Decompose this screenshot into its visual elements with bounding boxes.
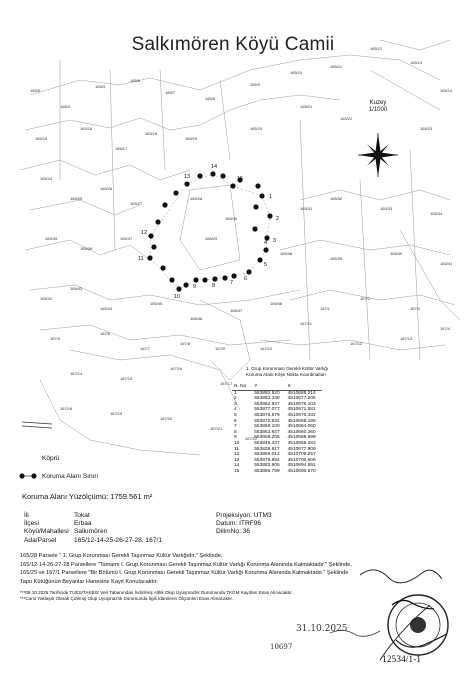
info-ilce-value: Erbaa xyxy=(74,520,92,528)
scale-text: 1/1000 xyxy=(368,107,388,113)
boundary-dot xyxy=(263,247,268,252)
point-label: 4 xyxy=(264,240,268,246)
coordinate-table xyxy=(232,384,322,475)
parcel-label: 165/17 xyxy=(115,146,128,151)
col-header-no: N. No xyxy=(232,384,252,390)
cell-no: 9 xyxy=(234,435,237,441)
boundary-dot xyxy=(197,173,202,178)
protection-boundary xyxy=(138,164,279,300)
cell-x: 4510677.205 xyxy=(287,396,316,402)
parcel-label: 167/13 xyxy=(400,336,413,341)
boundary-dot xyxy=(155,219,160,224)
point-label: 7 xyxy=(230,280,234,286)
cell-no: 8 xyxy=(234,429,237,435)
parcel-label: 165/23 xyxy=(420,126,433,131)
cell-no: 5 xyxy=(234,412,237,418)
parcel-label: 165/36 xyxy=(80,246,93,251)
parcel-label: 167/18 xyxy=(60,406,73,411)
boundary-dot xyxy=(176,286,181,291)
page-title: Salkımören Köyü Camii xyxy=(131,34,335,55)
reference-number: 12534/1-1 xyxy=(382,655,422,665)
parcel-label: 165/5 xyxy=(30,88,41,93)
boundary-dot xyxy=(202,277,207,282)
parcel-label: 167/5 xyxy=(50,336,61,341)
point-label: 15 xyxy=(237,176,244,182)
footnote-2: ***Cami Yaklaşık Olarak Çizilmiş Olup Uyuşmazlık Durumunda İlgili İdarelerin Ölçümleri Esas Alınacaktır. xyxy=(20,596,233,602)
cell-y: 553859.012 xyxy=(254,452,280,458)
cell-y: 553883.348 xyxy=(254,396,280,402)
coord-title-line1: 1. Grup Korunması Gerekli Kültür Varlığı xyxy=(246,366,329,371)
parcel-label: 167/11 xyxy=(300,321,312,326)
cell-y: 553858.205 xyxy=(254,435,280,441)
cell-x: 4510655.283 xyxy=(287,440,316,446)
parcel-label: 165/3 xyxy=(95,84,106,89)
point-label: 12 xyxy=(141,230,148,236)
parcel-label: 165/15 xyxy=(35,136,48,141)
parcel-label: 165/26 xyxy=(100,186,113,191)
parcel-label: 167/3 xyxy=(410,306,421,311)
parcel-label: 165/46 xyxy=(190,316,203,321)
note-line-2: 165/12-14-26-27-28 Parsellere "Tamamı I. Grup Korunması Gerekli Taşınmaz Kültür Varlığı Korunma Alanında Kalmaktadır." Şeklinde, xyxy=(20,561,352,568)
legend-boundary: Koruma Alanı Sınırı xyxy=(42,473,99,480)
parcel-label: 165/6 xyxy=(130,78,141,83)
cell-x: 4510660.260 xyxy=(287,429,316,435)
point-label: 8 xyxy=(212,283,216,289)
parcel-label: 167/20 xyxy=(160,416,173,421)
parcel-label: 165/10 xyxy=(290,70,303,75)
cell-x: 4510685.214 xyxy=(287,390,316,396)
parcel-label: 167/7 xyxy=(140,346,151,351)
parcel-label: 167/8 xyxy=(180,341,191,346)
north-text: Kuzey xyxy=(369,100,387,106)
note-line-4: Tapu Kütüğünün Beyanlar Hanesine Kayıt Konulacaktır. xyxy=(20,578,158,585)
parcel-label: 165/44 xyxy=(100,306,113,311)
cell-no: 2 xyxy=(234,396,237,402)
cell-y: 553882.937 xyxy=(254,401,280,407)
north-label xyxy=(358,100,398,114)
parcel-label: 165/47 xyxy=(230,308,243,313)
table-row xyxy=(232,469,322,475)
cell-y: 553868.100 xyxy=(254,424,280,430)
parcel-label: 165/32 xyxy=(330,196,343,201)
coordinate-rows xyxy=(232,390,322,474)
info-koy-value: Salkımören xyxy=(74,528,108,536)
boundary-dot xyxy=(169,277,174,282)
projection-text: Projeksiyon: UTM3 xyxy=(216,512,272,519)
point-label: 9 xyxy=(193,284,197,290)
parcel-label: 165/18 xyxy=(145,131,158,136)
boundary-dot xyxy=(220,173,225,178)
parcel-label: 167/19 xyxy=(110,411,123,416)
parcel-label: 165/29 xyxy=(205,236,218,241)
parcel-label: 165/28 xyxy=(190,196,203,201)
parcel-label: 167/2 xyxy=(360,296,371,301)
parcel-label: 165/42 xyxy=(40,296,53,301)
parcel-label: 165/31 xyxy=(300,206,313,211)
boundary-dot xyxy=(252,226,257,231)
col-header-x: X xyxy=(286,384,322,390)
bridge-symbol xyxy=(22,422,52,424)
parcel-label: 167/4 xyxy=(440,326,451,331)
boundary-dot xyxy=(151,244,156,249)
cell-x: 4510668.699 xyxy=(287,435,316,441)
area-text: Koruma Alanı Yüzölçümü: 1759.561 m² xyxy=(22,492,153,501)
parcel-label: 165/7 xyxy=(165,90,176,95)
stamp-number: 10697 xyxy=(270,643,293,651)
parcel-label: 167/21 xyxy=(210,426,223,431)
parcel-label: 167/22 xyxy=(245,436,258,441)
parcel-label: 165/16 xyxy=(80,126,93,131)
parcel-label: 167/16 xyxy=(170,366,183,371)
point-label: 13 xyxy=(184,174,191,180)
parcel-label: 167/15 xyxy=(120,376,133,381)
point-label: 3 xyxy=(273,238,277,244)
cell-no: 14 xyxy=(234,463,240,469)
info-ada-value: 165/12-14-25-26-27-28, 167/1 xyxy=(74,536,162,544)
boundary-dot xyxy=(162,202,167,207)
cell-y: 553848.437 xyxy=(254,440,280,446)
cell-y: 553828.817 xyxy=(254,446,280,452)
cell-x: 4510668.186 xyxy=(287,418,316,424)
bridge-symbol-2 xyxy=(22,426,52,428)
boundary-dot xyxy=(222,275,227,280)
cell-no: 6 xyxy=(234,418,237,424)
cell-x: 4510700.606 xyxy=(287,457,316,463)
parcel-label: 167/1 xyxy=(320,306,331,311)
parcel-label: 165/20 xyxy=(250,126,263,131)
parcel-label: 165/11 xyxy=(330,64,342,69)
parcel-label: 165/19 xyxy=(185,136,198,141)
parcel-label: 167/17 xyxy=(220,381,233,386)
parcel-label: 165/21 xyxy=(300,104,313,109)
parcel-label: 165/35 xyxy=(45,236,58,241)
cell-no: 1 xyxy=(234,390,237,396)
parcel-info xyxy=(24,512,162,545)
cell-y: 553872.834 xyxy=(254,418,280,424)
cell-no: 7 xyxy=(234,424,237,430)
footnote-1: ***09.10.2025 Tarihinde TUES/TAKBIS Veri Tabanından İndirilmiş Altlık Olup Uyuşmazlık Durumunda TKGM Kayıtları Esas Alınacaktır. xyxy=(20,590,293,596)
boundary-dot xyxy=(210,171,215,176)
official-stamp xyxy=(380,595,448,660)
cell-no: 3 xyxy=(234,401,237,407)
cell-no: 10 xyxy=(234,440,240,446)
cell-x: 4510671.581 xyxy=(287,407,316,413)
point-label: 11 xyxy=(138,256,144,262)
parcel-label: 165/9 xyxy=(250,82,261,87)
boundary-dot xyxy=(160,265,165,270)
boundary-dot xyxy=(148,233,153,238)
point-label: 14 xyxy=(211,164,218,170)
point-label: 1 xyxy=(269,194,273,200)
cell-no: 15 xyxy=(234,468,240,474)
cell-no: 13 xyxy=(234,457,240,463)
parcel-label: 165/12 xyxy=(370,46,383,51)
parcel-label: 165/43 xyxy=(70,286,83,291)
cell-y: 553876.894 xyxy=(254,457,280,463)
cell-y: 553876.679 xyxy=(254,412,280,418)
cell-y: 553877.077 xyxy=(254,407,280,413)
legend-boundary-symbol xyxy=(19,473,36,478)
cell-x: 4510664.060 xyxy=(287,424,316,430)
cell-x: 4510690.570 xyxy=(287,468,316,474)
parcel-label: 165/13 xyxy=(410,60,423,65)
cell-y: 553863.847 xyxy=(254,429,280,435)
parcel-label: 167/14 xyxy=(70,371,83,376)
parcel-label: 165/45 xyxy=(150,301,163,306)
info-il-value: Tokat xyxy=(74,512,90,519)
parcel-label: 165/8 xyxy=(205,96,216,101)
cell-no: 12 xyxy=(234,452,240,458)
parcel-label: 165/37 xyxy=(120,236,133,241)
boundary-dot xyxy=(246,269,251,274)
parcel-label: 167/10 xyxy=(260,346,273,351)
info-koy-key: Köyü/Mahallesi xyxy=(24,528,69,536)
legend-bridge: Köprü xyxy=(42,455,60,462)
parcel-label: 165/25 xyxy=(70,196,83,201)
boundary-dot xyxy=(231,273,236,278)
parcel-label: 167/6 xyxy=(100,331,111,336)
cell-x: 4510676.103 xyxy=(287,401,316,407)
coordinate-table-title xyxy=(246,366,356,377)
boundary-dot xyxy=(147,255,152,260)
cell-y: 553886.799 xyxy=(254,468,280,474)
cell-x: 4510670.432 xyxy=(287,412,316,418)
notes-block xyxy=(20,552,450,602)
boundary-dot xyxy=(193,277,198,282)
col-header-y: Y xyxy=(252,384,285,390)
parcel-label: 165/40 xyxy=(390,251,403,256)
point-label: 5 xyxy=(264,262,268,268)
point-label: 2 xyxy=(276,216,280,222)
projection-info xyxy=(216,512,272,537)
north-arrow xyxy=(358,133,398,177)
point-label: 10 xyxy=(174,294,181,300)
parcel-label: 165/34 xyxy=(430,211,443,216)
parcel-label: 165/48 xyxy=(270,301,283,306)
boundary-dot xyxy=(212,276,217,281)
boundary-dot xyxy=(253,204,258,209)
cell-y: 553883.805 xyxy=(254,463,280,469)
boundary-dot xyxy=(257,257,262,262)
boundary-dot xyxy=(173,190,178,195)
parcel-label: 165/33 xyxy=(380,206,393,211)
parcel-label: 165/24 xyxy=(40,176,53,181)
boundary-dot xyxy=(259,193,264,198)
cell-x: 4510694.891 xyxy=(287,463,316,469)
note-line-3: 165/25 ve 167/1 Parsellere "Bir Bölümü I. Grup Korunması Gerekli Taşınmaz Kültür Varlığı Korunma Alanında Kalmaktadır." Şeklinde xyxy=(20,570,349,577)
cell-y: 553882.520 xyxy=(254,390,280,396)
note-line-1: 165/28 Parsele " 1. Grup Korunması Gerekli Taşınmaz Kültür Varlığıdır." Şeklinde, xyxy=(20,553,223,559)
boundary-dot xyxy=(255,183,260,188)
zone-text: DilimNo: 36 xyxy=(216,528,251,536)
parcel-label: 165/4 xyxy=(60,104,71,109)
parcel-label: 165/27 xyxy=(130,201,143,206)
parcel-label: 165/22 xyxy=(340,116,353,121)
parcel-label: 167/12 xyxy=(350,341,363,346)
parcel-label: 165/30 xyxy=(225,216,238,221)
info-il-key: İli xyxy=(24,512,29,519)
cell-no: 11 xyxy=(234,446,239,452)
coord-title-line2: Koruma Alanı Köşe Nokta Koordinatları xyxy=(246,371,326,377)
cell-x: 4510677.909 xyxy=(287,446,316,452)
boundary-dot xyxy=(230,183,235,188)
parcel-label: 165/39 xyxy=(330,256,343,261)
boundary-dot xyxy=(267,213,272,218)
info-ilce-key: İlçesi xyxy=(24,520,40,528)
info-ada-key: Ada/Parsel xyxy=(24,536,57,544)
datum-text: Datum: ITRF96 xyxy=(216,520,262,528)
boundary-dot xyxy=(183,282,188,287)
point-label: 6 xyxy=(244,276,248,282)
handwritten-date: 31.10.2025 xyxy=(296,624,348,634)
boundary-dot xyxy=(184,181,189,186)
cell-no: 4 xyxy=(234,407,237,413)
parcel-label: 165/38 xyxy=(280,251,293,256)
cell-x: 4510709.257 xyxy=(287,452,316,458)
parcel-label: 165/41 xyxy=(440,261,453,266)
parcel-label: 165/14 xyxy=(440,88,453,93)
parcel-label: 167/9 xyxy=(215,346,226,351)
